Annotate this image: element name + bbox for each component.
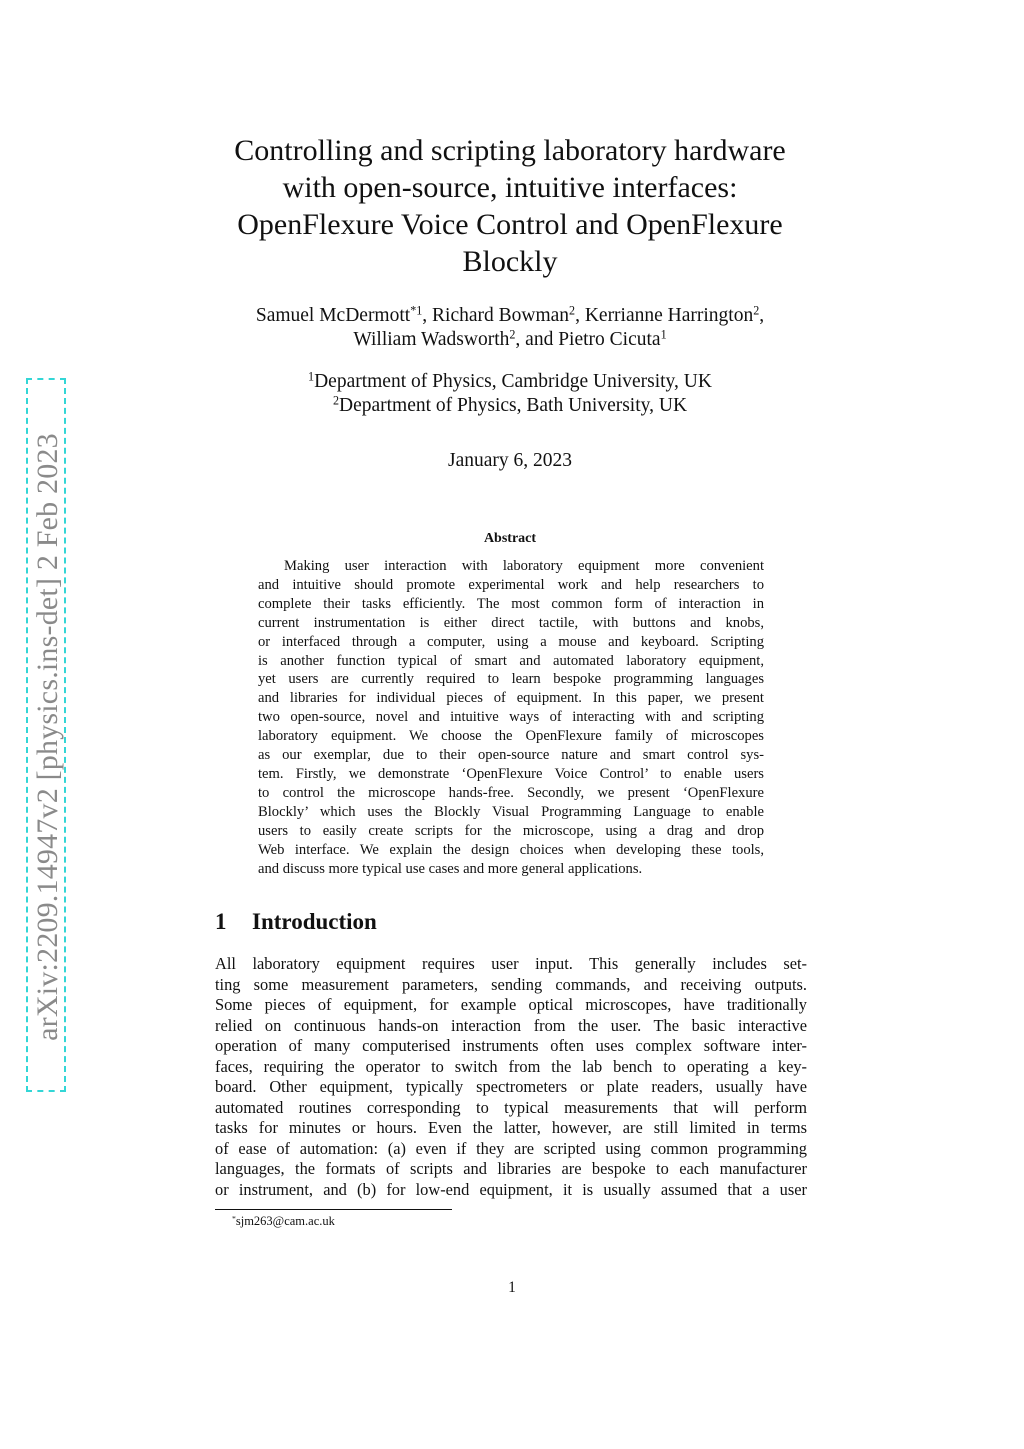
affiliation-mark: 1 (308, 369, 315, 384)
affiliation (180, 394, 840, 418)
body-line: ting some measurement parameters, sending commands, and receiving outputs. (215, 974, 807, 994)
abstract-line: Web interface. We explain the design choices when developing these tools, (258, 841, 764, 858)
author-name: , Richard Bowman (422, 305, 570, 326)
body-line: All laboratory equipment requires user input. This generally includes set- (215, 954, 807, 973)
author-mark: 2 (509, 327, 516, 342)
abstract-line: tem. Firstly, we demonstrate ‘OpenFlexure Voice Control’ to enable users (258, 765, 764, 782)
author-separator: , (759, 305, 765, 326)
title-line: OpenFlexure Voice Control and OpenFlexure (237, 208, 783, 241)
introduction-body (215, 954, 807, 1200)
abstract-line: or interfaced through a computer, using a mouse and keyboard. Scripting (258, 633, 764, 650)
affiliation-text: Department of Physics, Bath University, UK (338, 395, 688, 416)
section-title: Introduction (252, 909, 377, 934)
affiliation-list (180, 370, 840, 418)
affiliation-mark: 2 (332, 393, 339, 408)
body-line: of ease of automation: (a) even if they are scripted using common programming (215, 1138, 807, 1158)
section-heading (215, 909, 377, 935)
author-name: , Kerrianne Harrington (575, 305, 754, 326)
author-mark: 2 (753, 303, 760, 318)
affiliation (180, 370, 840, 394)
abstract-line: to control the microscope hands-free. Secondly, we present ‘OpenFlexure (258, 784, 764, 801)
arxiv-identifier: arXiv:2209.14947v2 [physics.ins-det] 2 Feb 2023 (31, 433, 64, 1041)
body-line: relied on continuous hands-on interaction from the user. The basic interactive (215, 1015, 807, 1035)
abstract-line: Blockly’ which uses the Blockly Visual Programming Language to enable (258, 803, 764, 820)
author-name: William Wadsworth (353, 329, 510, 350)
author-mark: 1 (660, 327, 667, 342)
paper-title (200, 132, 820, 280)
body-line: languages, the formats of scripts and libraries are bespoke to each manufacturer (215, 1159, 807, 1178)
footnote (232, 1214, 335, 1229)
page-number: 1 (508, 1279, 516, 1296)
title-line: Blockly (462, 245, 558, 278)
abstract-line: users to easily create scripts for the microscope, using a drag and drop (258, 822, 764, 839)
author-list (180, 304, 840, 352)
author-mark: 2 (569, 303, 576, 318)
author-mark: *1 (410, 303, 423, 318)
abstract-line: complete their tasks efficiently. The most common form of interaction in (258, 595, 764, 612)
abstract-line: and intuitive should promote experimental work and help researchers to (258, 576, 764, 593)
abstract-line: and discuss more typical use cases and more general applications. (258, 860, 643, 877)
footnote-mark: * (232, 1213, 236, 1223)
abstract-line: laboratory equipment. We choose the OpenFlexure family of microscopes (258, 728, 764, 745)
body-line: automated routines corresponding to typical measurements that will perform (215, 1097, 807, 1117)
body-line: board. Other equipment, typically spectrometers or plate readers, usually have (215, 1077, 807, 1096)
abstract-heading: Abstract (483, 531, 537, 546)
abstract-line: two open-source, novel and intuitive ways of interacting with and scripting (258, 709, 764, 726)
author-name: , and Pietro Cicuta (515, 329, 661, 350)
body-line: or instrument, and (b) for low-end equipment, it is usually assumed that a user (215, 1179, 807, 1199)
body-line: Some pieces of equipment, for example optical microscopes, have traditionally (215, 995, 807, 1014)
author-line (180, 328, 840, 352)
abstract-body (258, 557, 764, 878)
abstract-line: current instrumentation is either direct tactile, with buttons and knobs, (258, 614, 764, 631)
paper-date: January 6, 2023 (447, 450, 573, 471)
affiliation-text: Department of Physics, Cambridge University, UK (314, 371, 712, 392)
body-line: tasks for minutes or hours. Even the latter, however, are still limited in terms (215, 1118, 807, 1137)
abstract-line: yet users are currently required to learn bespoke programming languages (258, 671, 764, 688)
abstract-line: is another function typical of smart and automated laboratory equipment, (258, 652, 764, 669)
arxiv-stamp (26, 378, 66, 1092)
abstract-line: and libraries for individual pieces of equipment. In this paper, we present (258, 690, 764, 707)
author-line (180, 304, 840, 328)
abstract-line: as our exemplar, due to their open-source nature and smart control sys- (258, 747, 764, 764)
body-line: faces, requiring the operator to switch from the lab bench to operating a key- (215, 1056, 807, 1076)
footnote-email: sjm263@cam.ac.uk (235, 1214, 335, 1228)
section-number: 1 (215, 909, 227, 934)
author-name: Samuel McDermott (255, 305, 411, 326)
title-line: with open-source, intuitive interfaces: (282, 171, 738, 204)
footnote-divider (215, 1209, 452, 1210)
title-line: Controlling and scripting laboratory hardware (234, 134, 786, 167)
abstract-line: Making user interaction with laboratory equipment more convenient (284, 558, 764, 574)
body-line: operation of many computerised instruments often uses complex software inter- (215, 1036, 807, 1055)
